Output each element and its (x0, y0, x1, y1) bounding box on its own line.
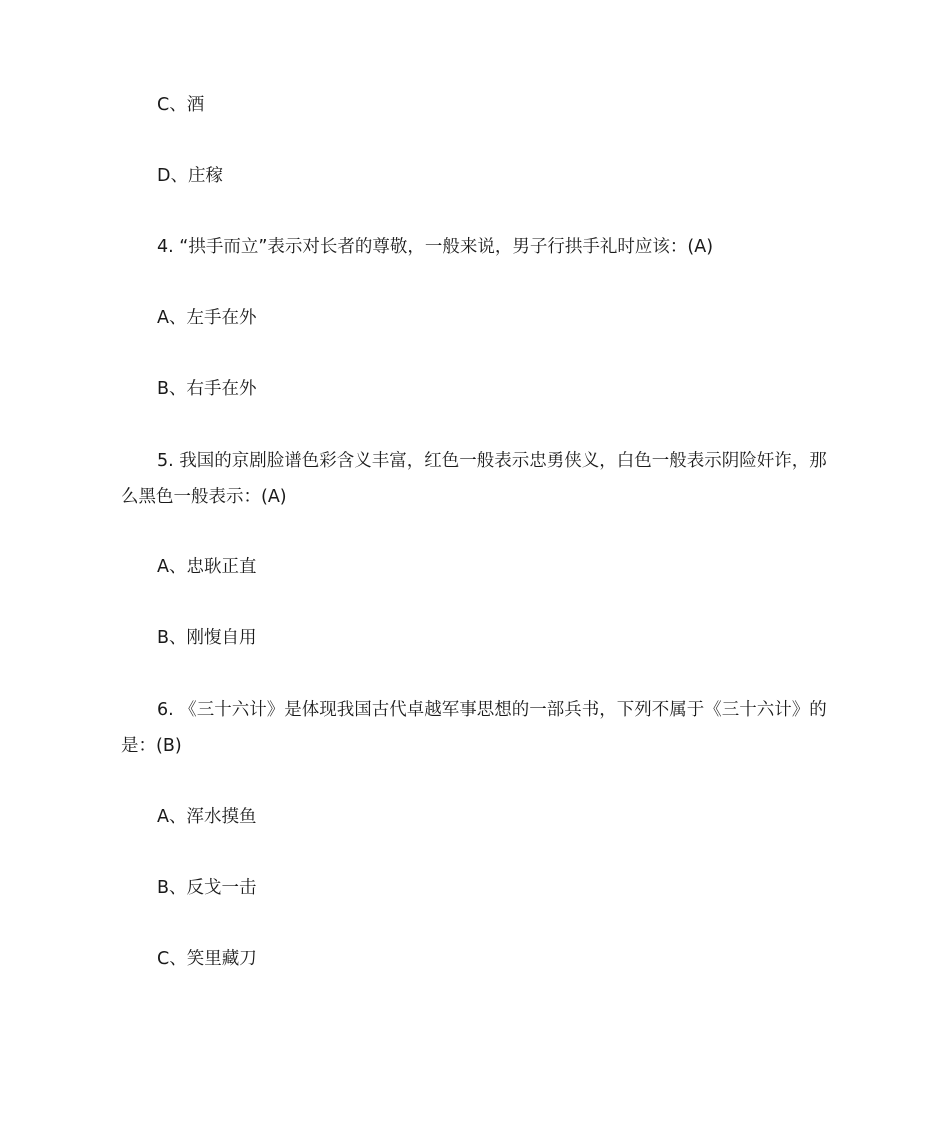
question-4: 4. “拱手而立”表示对长者的尊敬，一般来说，男子行拱手礼时应该：(A) (157, 237, 714, 257)
option-c-hidden-dagger: C、笑里藏刀 (157, 949, 257, 969)
option-b-self-willed: B、刚愎自用 (157, 628, 257, 648)
question-5: 5. 我国的京剧脸谱色彩含义丰富，红色一般表示忠勇侠义，白色一般表示阴险奸诈，那么黑色一般表示：(A) (121, 451, 827, 507)
option-a-muddy-fishing: A、浑水摸鱼 (157, 807, 257, 827)
option-b-counterattack: B、反戈一击 (157, 878, 257, 898)
option-a-left-outside: A、左手在外 (157, 308, 257, 328)
option-d-crops: D、庄稼 (157, 166, 223, 186)
option-c-wine: C、酒 (157, 95, 205, 115)
question-6: 6. 《三十六计》是体现我国古代卓越军事思想的一部兵书，下列不属于《三十六计》的是：(B) (121, 700, 827, 756)
option-b-right-outside: B、右手在外 (157, 379, 257, 399)
option-a-loyal-upright: A、忠耿正直 (157, 557, 257, 577)
